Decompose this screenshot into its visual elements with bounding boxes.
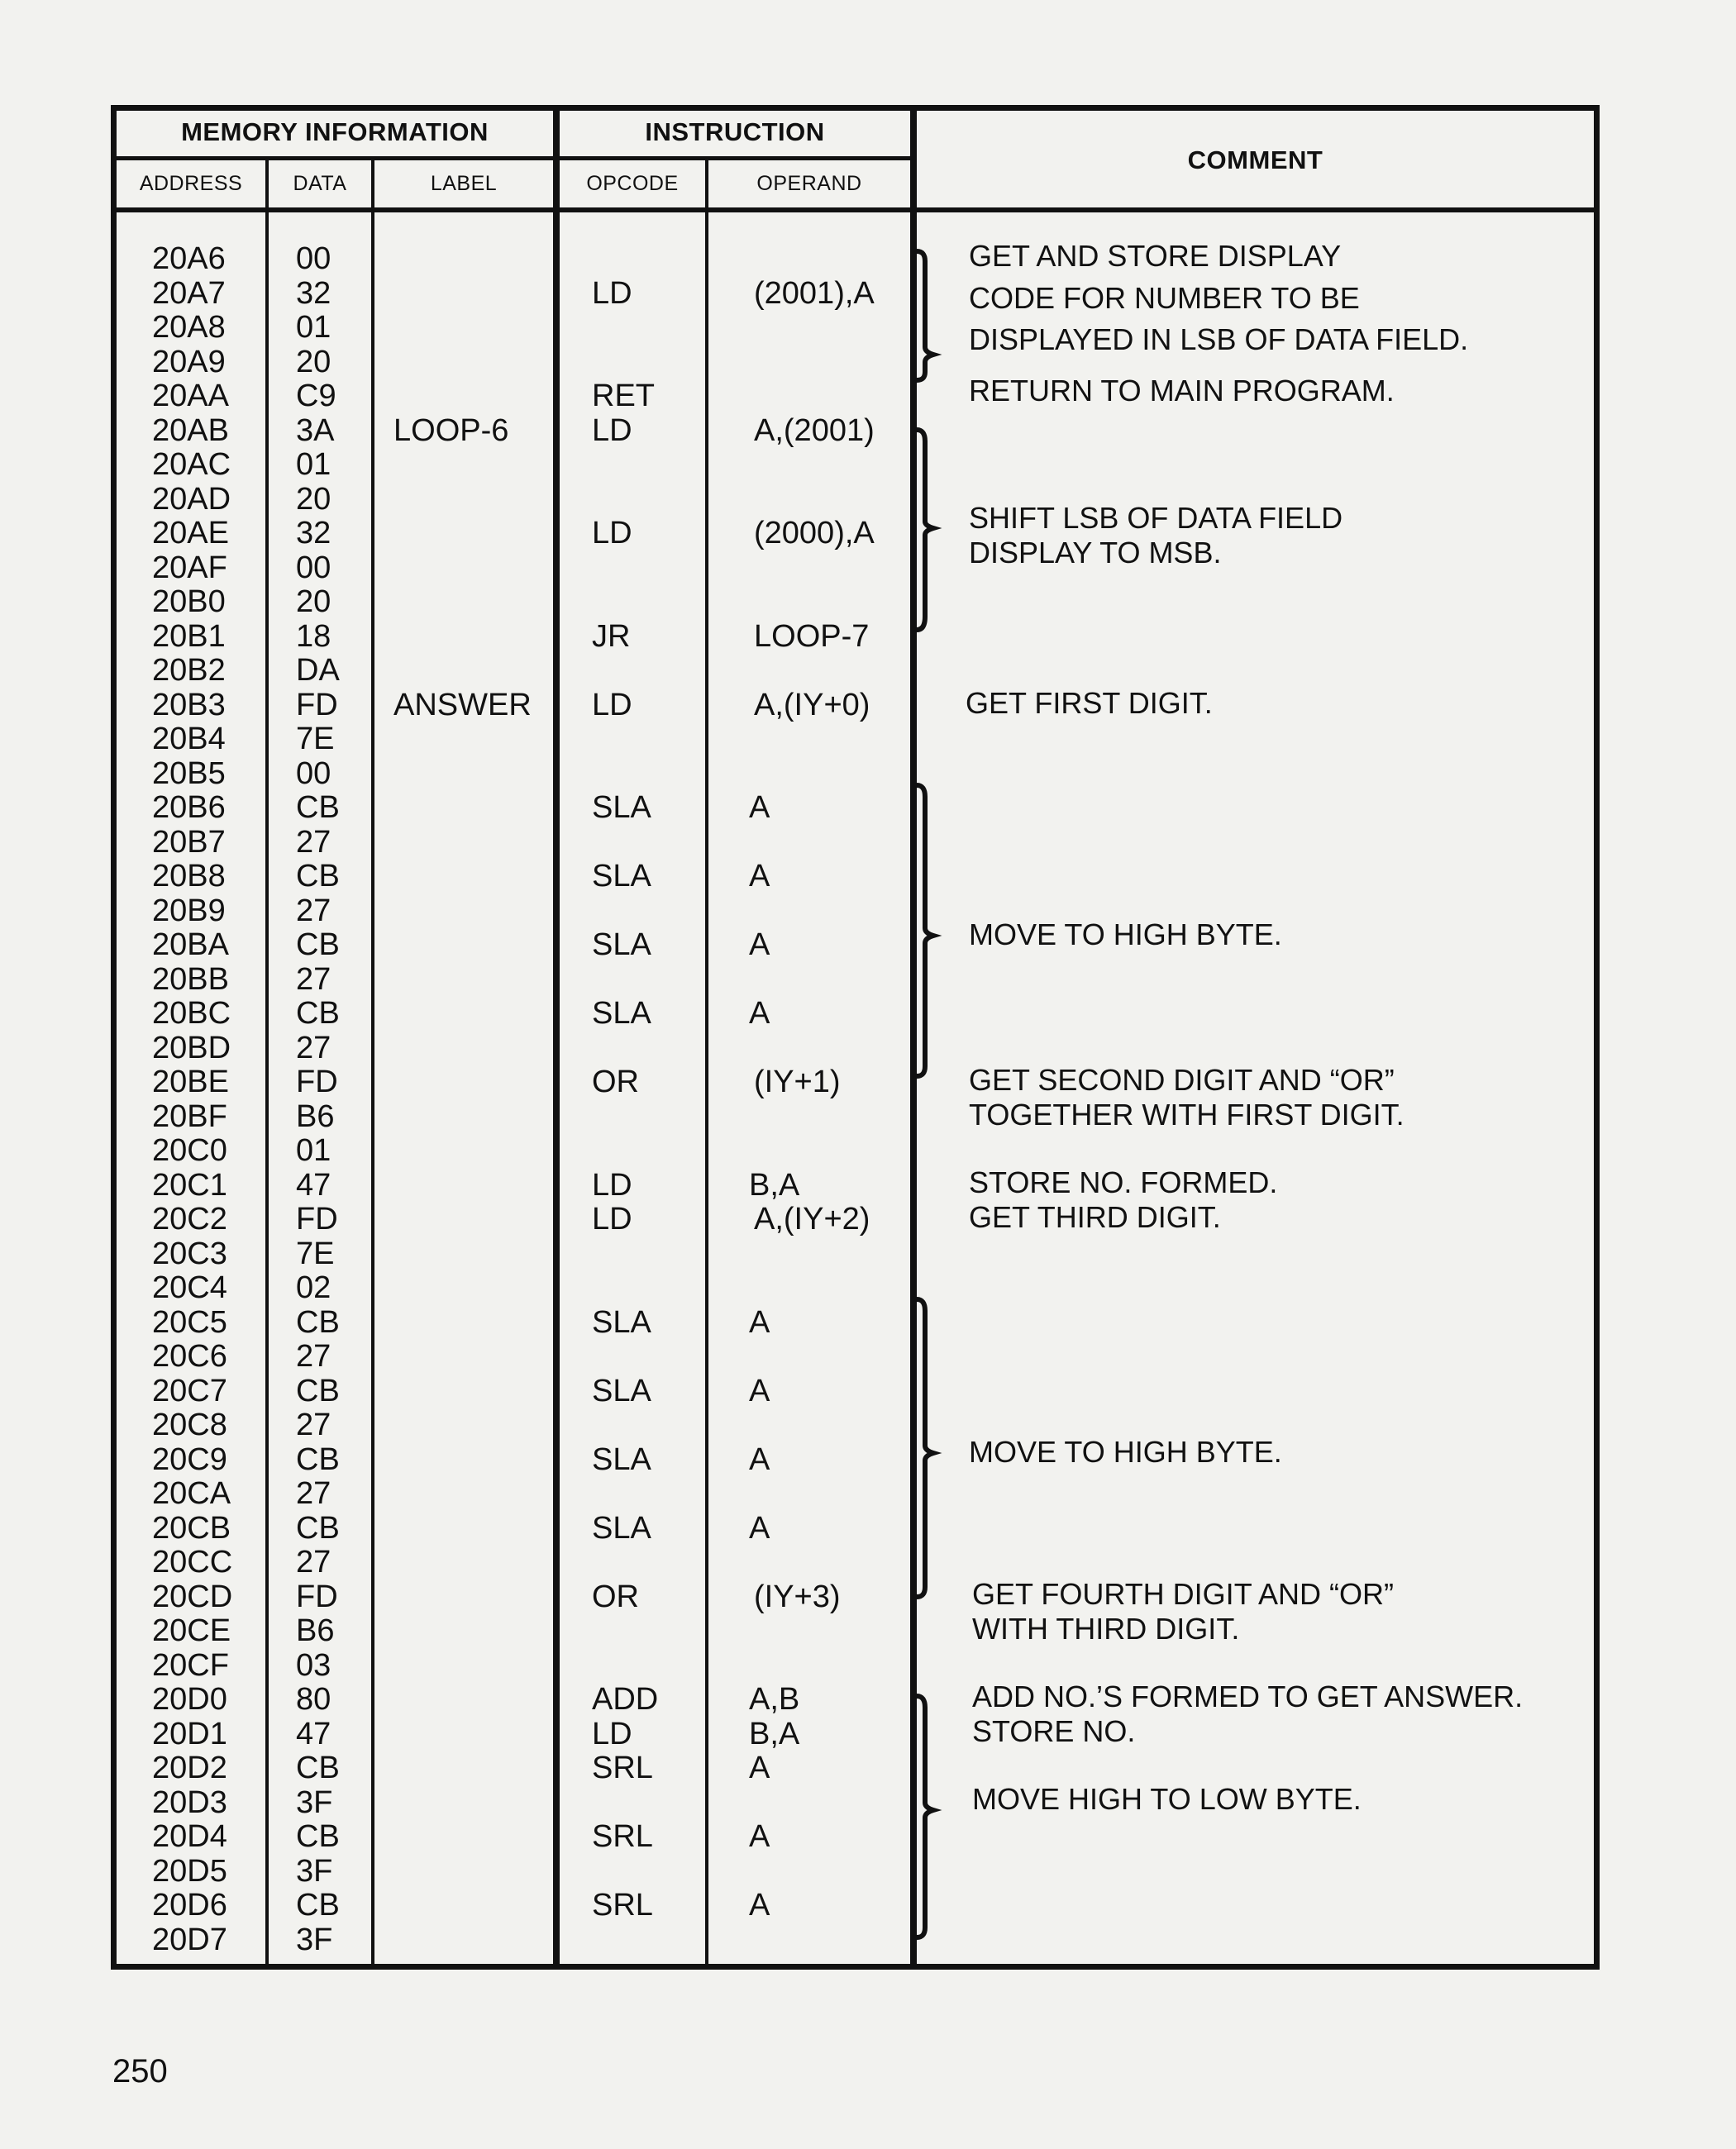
data-cell: 3F <box>296 1784 333 1820</box>
address-cell: 20BF <box>152 1098 227 1134</box>
operand-cell: A,(2001) <box>754 412 875 448</box>
data-cell: CB <box>296 927 340 962</box>
address-cell: 20B5 <box>152 755 226 791</box>
brace-store-display-icon <box>917 251 933 380</box>
data-cell: B6 <box>296 1098 335 1134</box>
opcode-cell: LD <box>592 1167 632 1203</box>
address-cell: 20A7 <box>152 275 226 311</box>
comment-line: GET SECOND DIGIT AND “OR” <box>969 1063 1395 1097</box>
operand-cell: A <box>749 927 770 962</box>
opcode-cell: OR <box>592 1579 639 1614</box>
comment-line: GET THIRD DIGIT. <box>969 1200 1221 1234</box>
address-cell: 20C1 <box>152 1167 227 1203</box>
address-cell: 20C5 <box>152 1304 227 1340</box>
comment-line: GET AND STORE DISPLAY <box>969 239 1342 273</box>
operand-cell: (IY+1) <box>754 1065 841 1099</box>
data-cell: FD <box>296 1579 338 1614</box>
operand-cell: A,(IY+0) <box>754 687 870 722</box>
address-cell: 20C8 <box>152 1408 227 1442</box>
address-cell: 20C7 <box>152 1373 227 1408</box>
operand-cell: A <box>749 996 770 1031</box>
opcode-cell: LD <box>592 687 632 722</box>
comment-line: MOVE HIGH TO LOW BYTE. <box>972 1782 1362 1816</box>
comment-line: MOVE TO HIGH BYTE. <box>969 917 1282 951</box>
address-cell: 20A8 <box>152 310 226 345</box>
page-number: 250 <box>112 2053 168 2089</box>
data-cell: 27 <box>296 893 331 928</box>
address-cell: 20D2 <box>152 1751 227 1785</box>
data-cell: CB <box>296 1888 340 1923</box>
address-cell: 20B6 <box>152 790 226 825</box>
comment-line: STORE NO. <box>972 1714 1136 1748</box>
opcode-cell: SRL <box>592 1819 653 1854</box>
address-cell: 20D4 <box>152 1819 227 1854</box>
address-cell: 20BA <box>152 927 229 962</box>
data-cell: 01 <box>296 310 331 345</box>
address-cell: 20AD <box>152 481 231 517</box>
label-cell: ANSWER <box>393 687 532 722</box>
address-cell: 20C0 <box>152 1133 227 1168</box>
address-cell: 20A6 <box>152 241 226 276</box>
comment-braces <box>905 240 955 1959</box>
opcode-cell: SLA <box>592 1304 651 1340</box>
address-cell: 20AF <box>152 550 227 585</box>
divider-opcode-operand <box>705 160 708 1964</box>
operand-cell: A <box>749 1304 770 1340</box>
address-cell: 20D3 <box>152 1784 227 1820</box>
address-cell: 20BE <box>152 1065 229 1099</box>
data-cell: C9 <box>296 379 336 413</box>
data-cell: 47 <box>296 1167 331 1203</box>
opcode-cell: SLA <box>592 1373 651 1408</box>
address-cell: 20CD <box>152 1579 233 1614</box>
data-cell: FD <box>296 1065 338 1099</box>
operand-cell: A <box>749 1510 770 1546</box>
comment-line: STORE NO. FORMED. <box>969 1165 1278 1199</box>
data-cell: 3F <box>296 1853 333 1889</box>
data-cell: 3F <box>296 1922 333 1957</box>
address-cell: 20AC <box>152 447 231 482</box>
operand-cell: A,(IY+2) <box>754 1202 870 1237</box>
data-cell: 20 <box>296 584 331 619</box>
data-cell: 01 <box>296 1133 331 1168</box>
comment-line: MOVE TO HIGH BYTE. <box>969 1435 1282 1469</box>
data-cell: 3A <box>296 412 335 448</box>
operand-cell: (2001),A <box>754 275 875 311</box>
opcode-cell: SRL <box>592 1751 653 1785</box>
address-cell: 20B2 <box>152 653 226 688</box>
header-divider-bottom <box>117 207 1594 212</box>
data-cell: CB <box>296 1304 340 1340</box>
opcode-cell: LD <box>592 1202 632 1237</box>
comment-line: GET FOURTH DIGIT AND “OR” <box>972 1577 1395 1611</box>
comment-line: WITH THIRD DIGIT. <box>972 1612 1240 1646</box>
address-cell: 20C6 <box>152 1339 227 1374</box>
data-cell: 20 <box>296 481 331 517</box>
data-cell: CB <box>296 1819 340 1854</box>
data-cell: 32 <box>296 516 331 550</box>
data-cell: 18 <box>296 618 331 654</box>
opcode-cell: SLA <box>592 996 651 1031</box>
comment-line: DISPLAYED IN LSB OF DATA FIELD. <box>969 322 1469 356</box>
data-cell: 7E <box>296 1236 335 1271</box>
opcode-cell: RET <box>592 379 655 413</box>
address-cell: 20A9 <box>152 344 226 379</box>
address-cell: 20B7 <box>152 824 226 860</box>
address-cell: 20CF <box>152 1647 229 1683</box>
operand-header: OPERAND <box>756 172 862 195</box>
address-cell: 20C3 <box>152 1236 227 1271</box>
operand-cell: A <box>749 1751 770 1785</box>
data-cell: 27 <box>296 1408 331 1442</box>
opcode-cell: SLA <box>592 1510 651 1546</box>
data-cell: CB <box>296 859 340 893</box>
address-cell: 20BB <box>152 961 229 997</box>
divider-data-label <box>371 160 374 1964</box>
address-cell: 20D1 <box>152 1716 227 1751</box>
address-cell: 20AE <box>152 516 229 550</box>
address-cell: 20D6 <box>152 1888 227 1923</box>
opcode-cell: LD <box>592 1716 632 1751</box>
data-cell: CB <box>296 1373 340 1408</box>
address-cell: 20B8 <box>152 859 226 893</box>
comment-line: ADD NO.’S FORMED TO GET ANSWER. <box>972 1680 1524 1713</box>
label-header: LABEL <box>430 172 498 195</box>
address-cell: 20D0 <box>152 1682 227 1717</box>
data-cell: 20 <box>296 344 331 379</box>
data-header: DATA <box>293 172 347 195</box>
opcode-cell: SLA <box>592 859 651 893</box>
comment-line: GET FIRST DIGIT. <box>966 686 1213 720</box>
address-cell: 20C9 <box>152 1441 227 1477</box>
opcode-cell: ADD <box>592 1682 659 1717</box>
operand-cell: A <box>749 1441 770 1477</box>
data-cell: FD <box>296 1202 338 1237</box>
data-cell: DA <box>296 653 340 688</box>
data-cell: CB <box>296 790 340 825</box>
data-cell: 00 <box>296 550 331 585</box>
address-cell: 20AA <box>152 379 229 413</box>
data-cell: CB <box>296 1510 340 1546</box>
data-cell: 27 <box>296 961 331 997</box>
address-cell: 20CC <box>152 1545 233 1580</box>
operand-cell: A <box>749 790 770 825</box>
address-cell: 20B0 <box>152 584 226 619</box>
address-cell: 20B1 <box>152 618 226 654</box>
operand-cell: A,B <box>749 1682 800 1717</box>
operand-cell: (2000),A <box>754 516 875 550</box>
data-cell: 00 <box>296 241 331 276</box>
operand-cell: (IY+3) <box>754 1579 841 1614</box>
opcode-cell: SLA <box>592 927 651 962</box>
opcode-cell: LD <box>592 412 632 448</box>
operand-cell: A <box>749 1819 770 1854</box>
address-cell: 20CB <box>152 1510 231 1546</box>
data-cell: 47 <box>296 1716 331 1751</box>
data-cell: 27 <box>296 1545 331 1580</box>
address-header: ADDRESS <box>139 172 243 195</box>
address-cell: 20C4 <box>152 1270 227 1305</box>
data-cell: 32 <box>296 275 331 311</box>
opcode-cell: LD <box>592 275 632 311</box>
data-cell: FD <box>296 687 338 722</box>
instruction-header: INSTRUCTION <box>645 117 825 146</box>
brace-shift-lsb-icon <box>917 430 933 630</box>
address-cell: 20B9 <box>152 893 226 928</box>
operand-cell: A <box>749 859 770 893</box>
comment-line: DISPLAY TO MSB. <box>969 536 1222 569</box>
data-cell: 27 <box>296 824 331 860</box>
data-cell: B6 <box>296 1613 335 1648</box>
operand-cell: A <box>749 1888 770 1923</box>
opcode-cell: JR <box>592 618 631 654</box>
address-cell: 20D7 <box>152 1922 227 1957</box>
operand-cell: B,A <box>749 1716 800 1751</box>
comment-line: SHIFT LSB OF DATA FIELD <box>969 501 1343 535</box>
data-cell: 00 <box>296 755 331 791</box>
divider-address-data <box>265 160 269 1964</box>
brace-move-high-byte-2-icon <box>917 1299 933 1597</box>
data-cell: CB <box>296 1441 340 1477</box>
address-cell: 20B4 <box>152 722 226 756</box>
brace-move-high-byte-1-icon <box>917 785 933 1076</box>
opcode-cell: SRL <box>592 1888 653 1923</box>
address-cell: 20CA <box>152 1476 231 1511</box>
opcode-cell: OR <box>592 1065 639 1099</box>
address-cell: 20BC <box>152 996 231 1031</box>
operand-cell: A <box>749 1373 770 1408</box>
data-cell: 7E <box>296 722 335 756</box>
data-cell: CB <box>296 1751 340 1785</box>
memory-information-header: MEMORY INFORMATION <box>181 117 489 146</box>
data-cell: 02 <box>296 1270 331 1305</box>
comment-line: RETURN TO MAIN PROGRAM. <box>969 374 1395 407</box>
data-cell: 27 <box>296 1030 331 1065</box>
address-cell: 20B3 <box>152 687 226 722</box>
data-cell: 01 <box>296 447 331 482</box>
comment-header: COMMENT <box>1187 145 1323 174</box>
data-cell: 03 <box>296 1647 331 1683</box>
address-cell: 20BD <box>152 1030 231 1065</box>
header-divider-top <box>117 156 913 160</box>
comment-line: TOGETHER WITH FIRST DIGIT. <box>969 1098 1405 1132</box>
opcode-cell: SLA <box>592 790 651 825</box>
data-cell: 27 <box>296 1339 331 1374</box>
brace-move-high-to-low-icon <box>917 1696 933 1937</box>
address-cell: 20C2 <box>152 1202 227 1237</box>
address-cell: 20D5 <box>152 1853 227 1889</box>
address-cell: 20CE <box>152 1613 231 1648</box>
comment-line: CODE FOR NUMBER TO BE <box>969 281 1360 315</box>
opcode-cell: LD <box>592 516 632 550</box>
data-cell: CB <box>296 996 340 1031</box>
data-cell: 80 <box>296 1682 331 1717</box>
label-cell: LOOP-6 <box>393 412 509 448</box>
opcode-cell: SLA <box>592 1441 651 1477</box>
operand-cell: B,A <box>749 1167 800 1203</box>
operand-cell: LOOP-7 <box>754 618 870 654</box>
opcode-header: OPCODE <box>586 172 679 195</box>
address-cell: 20AB <box>152 412 229 448</box>
divider-memory-instruction <box>553 111 560 1964</box>
data-cell: 27 <box>296 1476 331 1511</box>
